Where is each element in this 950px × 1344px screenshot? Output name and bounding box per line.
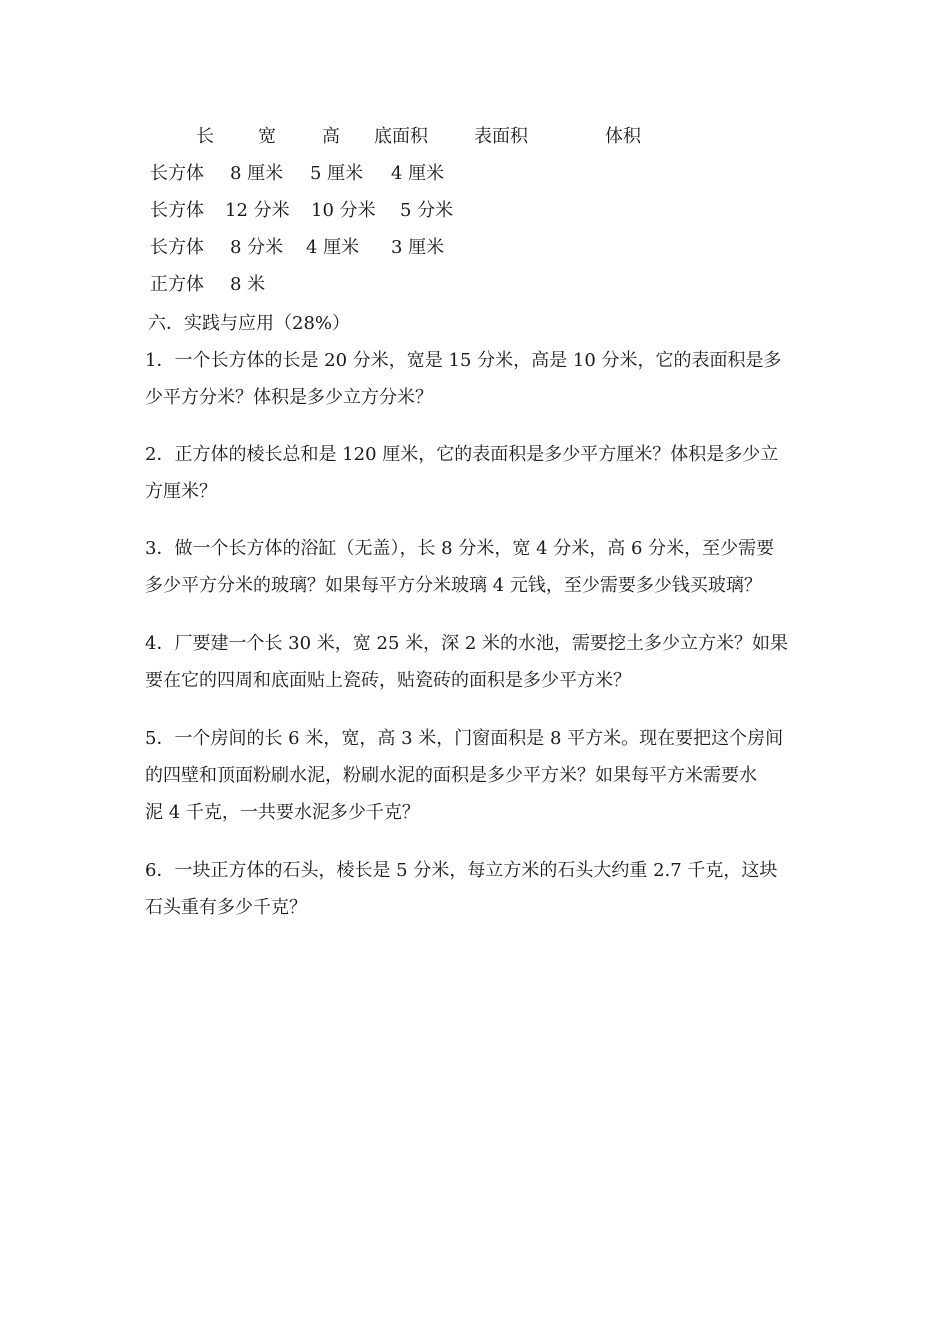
- row-height: 5 分米: [400, 200, 454, 221]
- question-line: 6．一块正方体的石头，棱长是 5 分米，每立方米的石头大约重 2.7 千克，这块: [145, 860, 778, 881]
- row-shape: 长方体: [150, 163, 204, 184]
- row-width: 5 厘米: [310, 163, 364, 184]
- question-line: 1．一个长方体的长是 20 分米，宽是 15 分米，高是 10 分米，它的表面积是多: [145, 350, 782, 371]
- header-surface-area: 表面积: [474, 126, 528, 147]
- row-shape: 长方体: [150, 200, 204, 221]
- header-height: 高: [322, 126, 340, 147]
- question-line: 泥 4 千克，一共要水泥多少千克？: [145, 802, 420, 823]
- row-length: 8 米: [230, 274, 266, 295]
- question-line: 方厘米？: [145, 481, 217, 502]
- row-width: 4 厘米: [306, 237, 360, 258]
- question-4: [145, 625, 810, 699]
- section-title: 六．实践与应用（28%）: [148, 313, 351, 334]
- question-2: [145, 436, 810, 510]
- question-line: 4．厂要建一个长 30 米，宽 25 米，深 2 米的水池，需要挖土多少立方米？如果: [145, 633, 789, 654]
- row-height: 3 厘米: [391, 237, 445, 258]
- question-5: [145, 720, 810, 831]
- header-base-area: 底面积: [374, 126, 428, 147]
- row-length: 8 厘米: [230, 163, 284, 184]
- question-6: [145, 852, 810, 926]
- header-length: 长: [196, 126, 214, 147]
- question-1: [145, 342, 810, 416]
- question-line: 2．正方体的棱长总和是 120 厘米，它的表面积是多少平方厘米？体积是多少立: [145, 444, 779, 465]
- row-shape: 正方体: [150, 274, 204, 295]
- header-width: 宽: [258, 126, 276, 147]
- row-length: 8 分米: [230, 237, 284, 258]
- question-line: 少平方分米？体积是多少立方分米？: [145, 387, 433, 408]
- row-shape: 长方体: [150, 237, 204, 258]
- header-volume: 体积: [605, 126, 641, 147]
- question-line: 5．一个房间的长 6 米，宽，高 3 米，门窗面积是 8 平方米。现在要把这个房间: [145, 728, 784, 749]
- question-line: 3．做一个长方体的浴缸（无盖），长 8 分米，宽 4 分米，高 6 分米，至少需要: [145, 538, 775, 559]
- row-height: 4 厘米: [391, 163, 445, 184]
- question-line: 要在它的四周和底面贴上瓷砖，贴瓷砖的面积是多少平方米？: [145, 670, 631, 691]
- question-3: [145, 530, 810, 604]
- question-line: 多少平方分米的玻璃？如果每平方分米玻璃 4 元钱，至少需要多少钱买玻璃？: [145, 575, 762, 596]
- question-line: 的四壁和顶面粉刷水泥，粉刷水泥的面积是多少平方米？如果每平方米需要水: [145, 765, 757, 786]
- row-width: 10 分米: [311, 200, 376, 221]
- question-line: 石头重有多少千克？: [145, 897, 307, 918]
- row-length: 12 分米: [225, 200, 290, 221]
